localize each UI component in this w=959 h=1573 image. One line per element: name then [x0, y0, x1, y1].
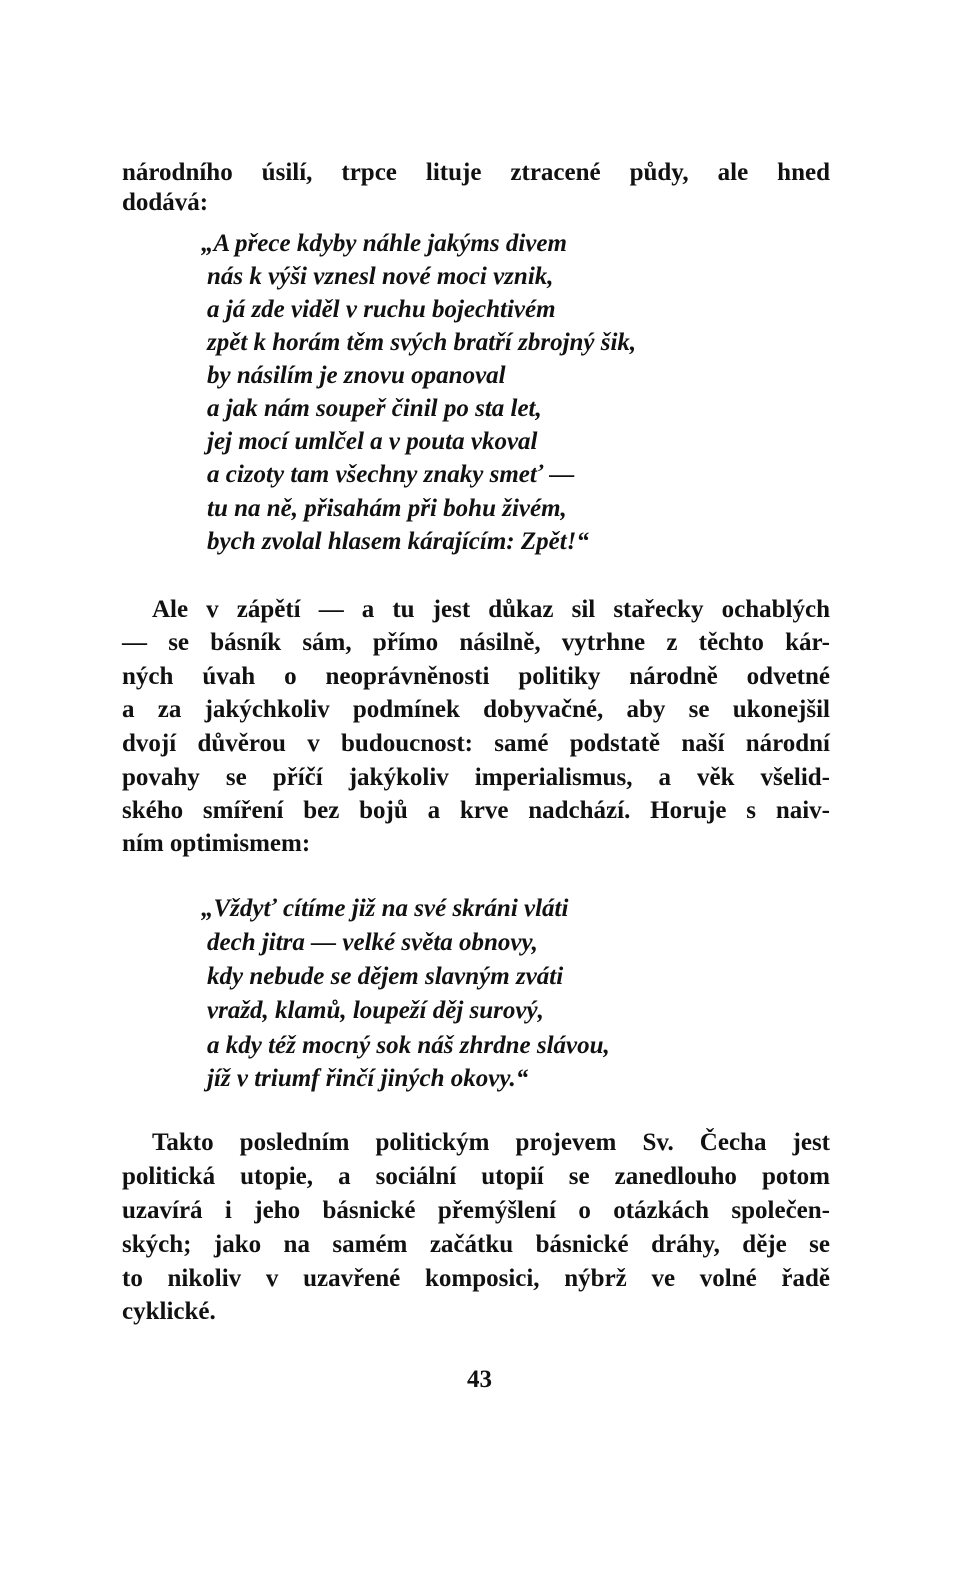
verse-line: by násilím je znovu opanoval [207, 362, 506, 389]
verse-line: a kdy též mocný sok náš zhrdne slávou, [207, 1032, 610, 1059]
verse-line: kdy nebude se dějem slavným zváti [207, 963, 564, 990]
verse-line: bych zvolal hlasem kárajícím: Zpět!“ [207, 528, 589, 555]
text-line: povahy se příčí jakýkoliv imperialismus, a věk všelid- [122, 764, 830, 791]
verse-line: zpět k horám těm svých bratří zbrojný šik, [207, 329, 637, 356]
verse-line: vražd, klamů, loupeží děj surový, [207, 997, 544, 1024]
text-line: to nikoliv v uzavřené komposici, nýbrž ve volné řadě [122, 1265, 830, 1292]
verse-line: jíž v triumf řinčí jiných okovy.“ [207, 1065, 529, 1092]
text-line: uzavírá i jeho básnické přemýšlení o otázkách společen- [122, 1197, 830, 1224]
text-line: ných úvah o neoprávněnosti politiky národně odvetné [122, 663, 830, 690]
text-line: — se básník sám, přímo násilně, vytrhne z těchto kár- [122, 629, 830, 656]
verse-line: a cizoty tam všechny znaky smeť — [207, 461, 575, 488]
verse-line: a jak nám soupeř činil po sta let, [207, 395, 542, 422]
verse-line: nás k výši vznesl nové moci vznik, [207, 263, 554, 290]
text-line: dvojí důvěrou v budoucnost: samé podstatě naší národní [122, 730, 830, 757]
verse-line: a já zde viděl v ruchu bojechtivém [207, 296, 556, 323]
text-line: a za jakýchkoliv podmínek dobyvačné, aby se ukonejšil [122, 696, 830, 723]
verse-line: dech jitra — velké světa obnovy, [207, 929, 538, 956]
text-line: národního úsilí, trpce lituje ztracené půdy, ale hned [122, 159, 830, 186]
text-line: ského smíření bez bojů a krve nadchází. Horuje s naiv- [122, 797, 830, 824]
text-line: Takto posledním politickým projevem Sv. Čecha jest [152, 1129, 830, 1156]
text-line: dodává: [122, 189, 209, 216]
verse-line: „Vždyť cítíme již na své skráni vláti [201, 895, 569, 922]
text-line: Ale v zápětí — a tu jest důkaz sil stařecky ochablých [152, 596, 830, 623]
text-line: ských; jako na samém začátku básnické dráhy, děje se [122, 1231, 830, 1258]
verse-line: tu na ně, přisahám při bohu živém, [207, 495, 567, 522]
verse-line: jej mocí umlčel a v pouta vkoval [207, 428, 538, 455]
verse-line: „A přece kdyby náhle jakýms divem [201, 230, 567, 257]
text-line: ním optimismem: [122, 830, 311, 857]
text-line: politická utopie, a sociální utopií se zanedlouho potom [122, 1163, 830, 1190]
text-line: cyklické. [122, 1298, 216, 1325]
page-number: 43 [467, 1366, 492, 1393]
